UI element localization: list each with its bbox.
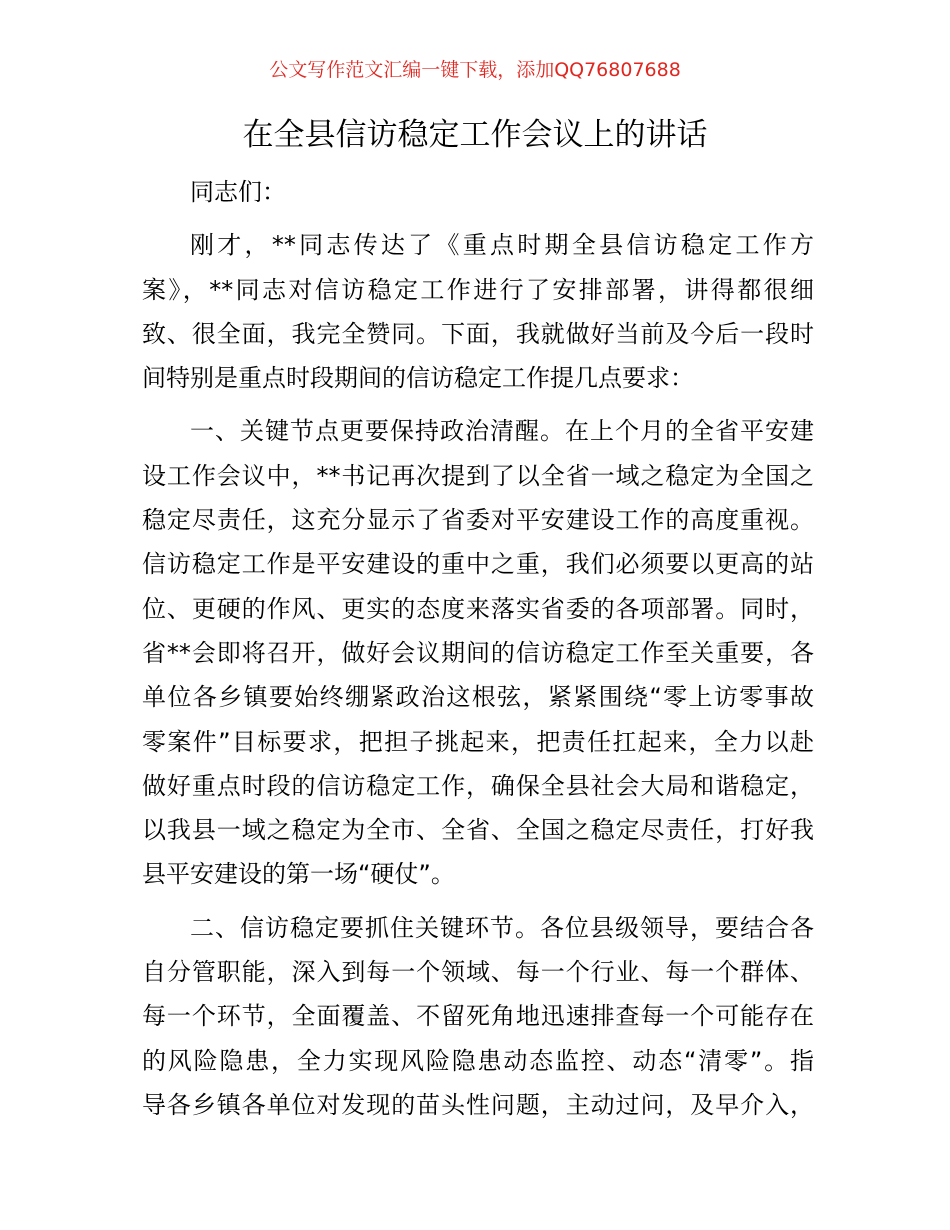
paragraph-line: 致、很全面，我完全赞同。下面，我就做好当前及今后一段时 [142,319,814,348]
paragraph-section-two [142,906,814,1127]
salutation-paragraph [142,170,814,214]
document-title: 在全县信访稳定工作会议上的讲话 [242,117,708,153]
paragraph-intro [142,223,814,400]
paragraph-line: 一、关键节点更要保持政治清醒。在上个月的全省平安建 [190,417,814,446]
paragraph-line: 省**会即将召开，做好会议期间的信访稳定工作至关重要，各 [142,638,814,667]
paragraph-line: 每一个环节，全面覆盖、不留死角地迅速排查每一个可能存在 [142,1002,814,1031]
paragraph-line: 间特别是重点时段期间的信访稳定工作提几点要求： [142,364,694,393]
paragraph-section-one [142,409,814,896]
paragraph-line: 单位各乡镇要始终绷紧政治这根弦，紧紧围绕“零上访零事故 [142,683,814,712]
paragraph-line: 刚才，**同志传达了《重点时期全县信访稳定工作方 [190,231,814,260]
paragraph-line: 的风险隐患，全力实现风险隐患动态监控、动态“清零”。指 [142,1046,814,1075]
paragraph-line: 案》，**同志对信访稳定工作进行了安排部署，讲得都很细 [142,275,814,304]
paragraph-line: 导各乡镇各单位对发现的苗头性问题，主动过问，及早介入， [142,1090,814,1119]
paragraph-line: 设工作会议中，**书记再次提到了以全省一域之稳定为全国之 [142,461,814,490]
paragraph-line: 位、更硬的作风、更实的态度来落实省委的各项部署。同时， [142,594,814,623]
document-body [142,170,814,1136]
paragraph-line: 以我县一域之稳定为全市、全省、全国之稳定尽责任，打好我 [142,816,814,845]
paragraph-line: 自分管职能，深入到每一个领域、每一个行业、每一个群体、 [142,958,814,987]
download-banner: 公文写作范文汇编一键下载，添加QQ76807688 [269,59,681,81]
salutation: 同志们： [190,178,286,206]
paragraph-line: 信访稳定工作是平安建设的重中之重，我们必须要以更高的站 [142,550,814,579]
paragraph-line: 县平安建设的第一场“硬仗”。 [142,860,455,889]
paragraph-line: 二、信访稳定要抓住关键环节。各位县级领导，要结合各 [190,913,814,942]
paragraph-line: 零案件”目标要求，把担子挑起来，把责任扛起来，全力以赴 [142,727,814,756]
paragraph-line: 稳定尽责任，这充分显示了省委对平安建设工作的高度重视。 [142,506,814,535]
paragraph-line: 做好重点时段的信访稳定工作，确保全县社会大局和谐稳定， [142,771,814,800]
